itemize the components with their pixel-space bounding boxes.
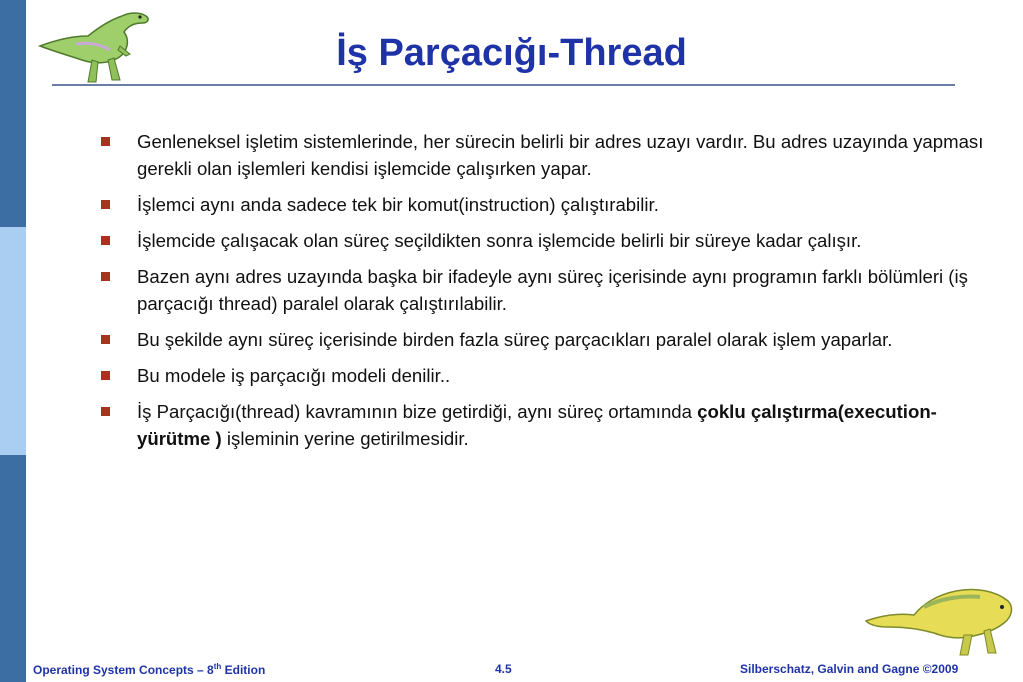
- bullet-square-icon: [101, 335, 110, 344]
- bullet-list: [96, 128, 996, 461]
- bullet-square-icon: [101, 137, 110, 146]
- bullet-text-before: İş Parçacığı(thread) kavramının bize getirdiği, aynı süreç ortamında: [137, 401, 698, 422]
- bullet-square-icon: [101, 371, 110, 380]
- slide-title: İş Parçacığı-Thread: [336, 32, 687, 74]
- bullet-text: Bu modele iş parçacığı modeli denilir..: [137, 365, 451, 386]
- bullet-item: [96, 263, 996, 317]
- bullet-text: İşlemci aynı anda sadece tek bir komut(instruction) çalıştırabilir.: [137, 194, 659, 215]
- dinosaur-illustration-icon: [864, 583, 1016, 659]
- bullet-text: İşlemcide çalışacak olan süreç seçildikten sonra işlemcide belirli bir süreye kadar çalışır.: [137, 230, 862, 251]
- bullet-square-icon: [101, 236, 110, 245]
- bullet-square-icon: [101, 407, 110, 416]
- bullet-text-after: işleminin yerine getirilmesidir.: [221, 428, 469, 449]
- footer-book-title: Operating System Concepts – 8th Edition: [33, 662, 266, 677]
- bullet-text: Bazen aynı adres uzayında başka bir ifadeyle aynı süreç içerisinde aynı programın farklı bölümleri (iş parçacığı thread) paralel olarak çalıştırılabilir.: [137, 266, 968, 314]
- sidebar-stripe-middle: [0, 227, 26, 455]
- footer-authors: Silberschatz, Galvin and Gagne ©2009: [740, 662, 959, 676]
- bullet-item: [96, 398, 996, 452]
- title-divider: [52, 84, 955, 86]
- bullet-text-bold: çoklu çalıştırma(execution-yürütme ): [137, 401, 937, 449]
- bullet-item: [96, 326, 996, 353]
- bullet-square-icon: [101, 272, 110, 281]
- sidebar-stripe-bottom: [0, 455, 26, 682]
- bullet-text: Genleneksel işletim sistemlerinde, her sürecin belirli bir adres uzayı vardır. Bu adres uzayında yapması gerekli olan işlemleri kendisi işlemcide çalışırken yapar.: [137, 131, 984, 179]
- bullet-square-icon: [101, 200, 110, 209]
- bullet-item: [96, 191, 996, 218]
- bullet-item: [96, 362, 996, 389]
- bullet-text: Bu şekilde aynı süreç içerisinde birden fazla süreç parçacıkları paralel olarak işlem yaparlar.: [137, 329, 893, 350]
- footer-page-number: 4.5: [495, 662, 512, 676]
- bullet-item: [96, 227, 996, 254]
- bullet-item: [96, 128, 996, 182]
